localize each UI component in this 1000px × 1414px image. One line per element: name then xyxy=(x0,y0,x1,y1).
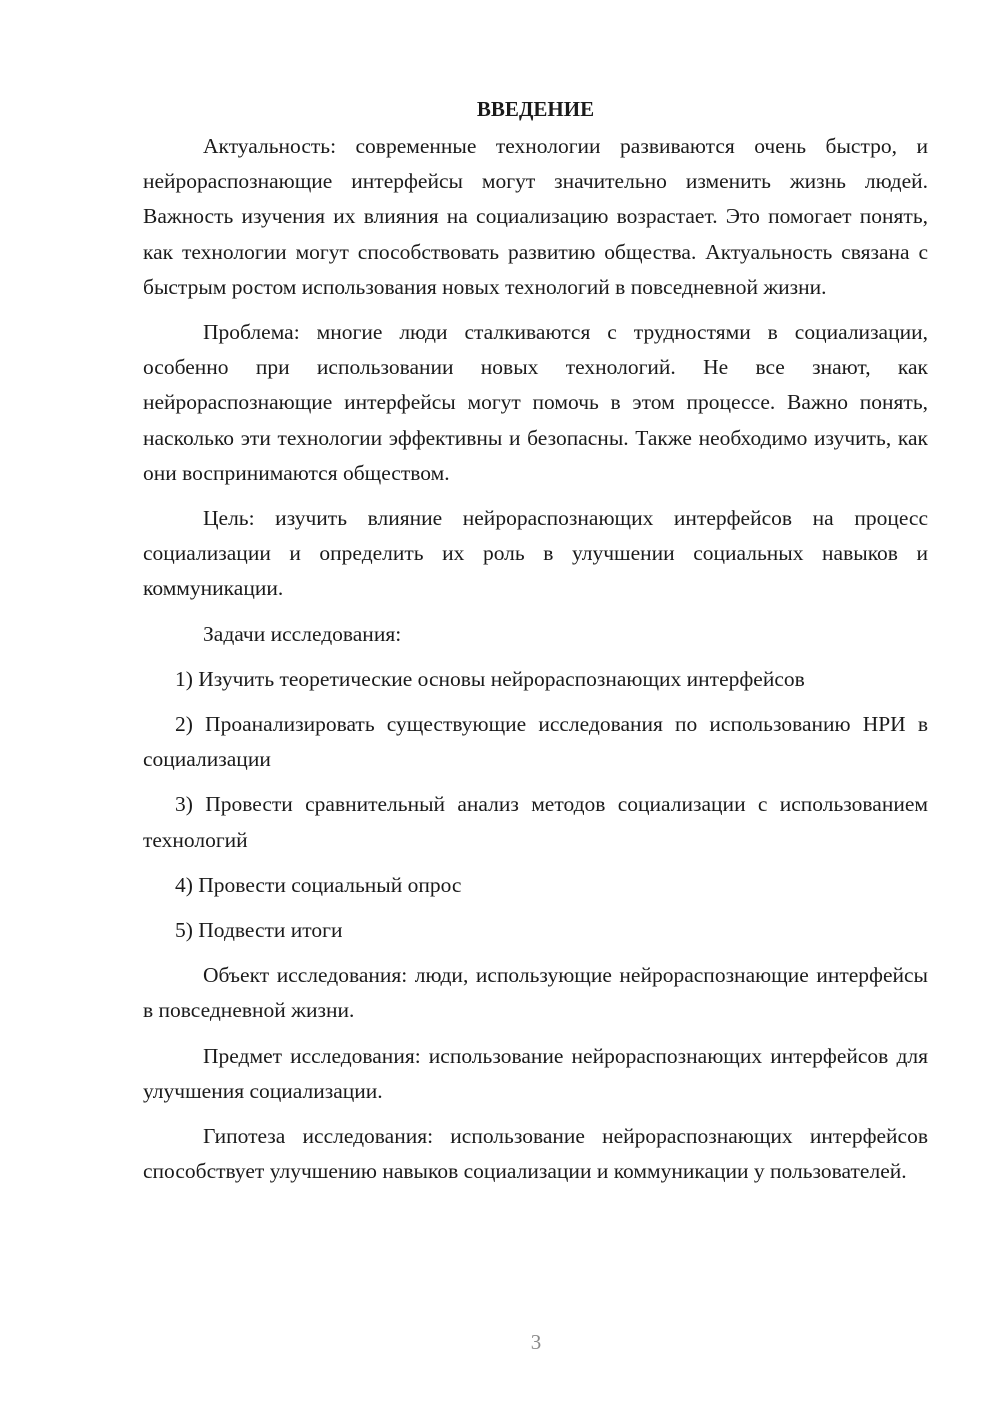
problem-paragraph: Проблема: многие люди сталкиваются с трудностями в социализации, особенно при использовании новых технологий. Не все знают, как нейрораспознающие интерфейсы могут помочь в этом процессе. Важно понять, насколько эти технологии эффективны и безопасны. Также необходимо изучить, как они воспринимаются обществом. xyxy=(143,320,928,485)
relevance-paragraph: Актуальность: современные технологии развиваются очень быстро, и нейрораспознающие интерфейсы могут значительно изменить жизнь людей. Важность изучения их влияния на социализацию возрастает. Это помогает понять, как технологии могут способствовать развитию общества. Актуальность связана с быстрым ростом использования новых технологий в повседневной жизни. xyxy=(143,134,928,299)
goal-paragraph: Цель: изучить влияние нейрораспознающих интерфейсов на процесс социализации и определить их роль в улучшении социальных навыков и коммуникации. xyxy=(143,506,928,601)
section-title: ВВЕДЕНИЕ xyxy=(476,97,595,121)
subject-paragraph: Предмет исследования: использование нейрораспознающих интерфейсов для улучшения социализации. xyxy=(143,1043,928,1103)
page-number: 3 xyxy=(530,1330,542,1354)
object-paragraph: Объект исследования: люди, использующие нейрораспознающие интерфейсы в повседневной жизни. xyxy=(143,963,928,1023)
task-item-4: 4) Провести социальный опрос xyxy=(175,872,462,897)
task-item-5: 5) Подвести итоги xyxy=(175,918,343,943)
task-item-2: 2) Проанализировать существующие исследования по использованию НРИ в социализации xyxy=(143,712,928,772)
tasks-heading: Задачи исследования: xyxy=(203,621,402,646)
hypothesis-paragraph: Гипотеза исследования: использование нейрораспознающих интерфейсов способствует улучшению навыков социализации и коммуникации у пользователей. xyxy=(143,1124,928,1184)
task-item-3: 3) Провести сравнительный анализ методов социализации с использованием технологий xyxy=(143,792,928,852)
task-item-1: 1) Изучить теоретические основы нейрораспознающих интерфейсов xyxy=(175,666,805,691)
document-page xyxy=(143,92,928,1189)
